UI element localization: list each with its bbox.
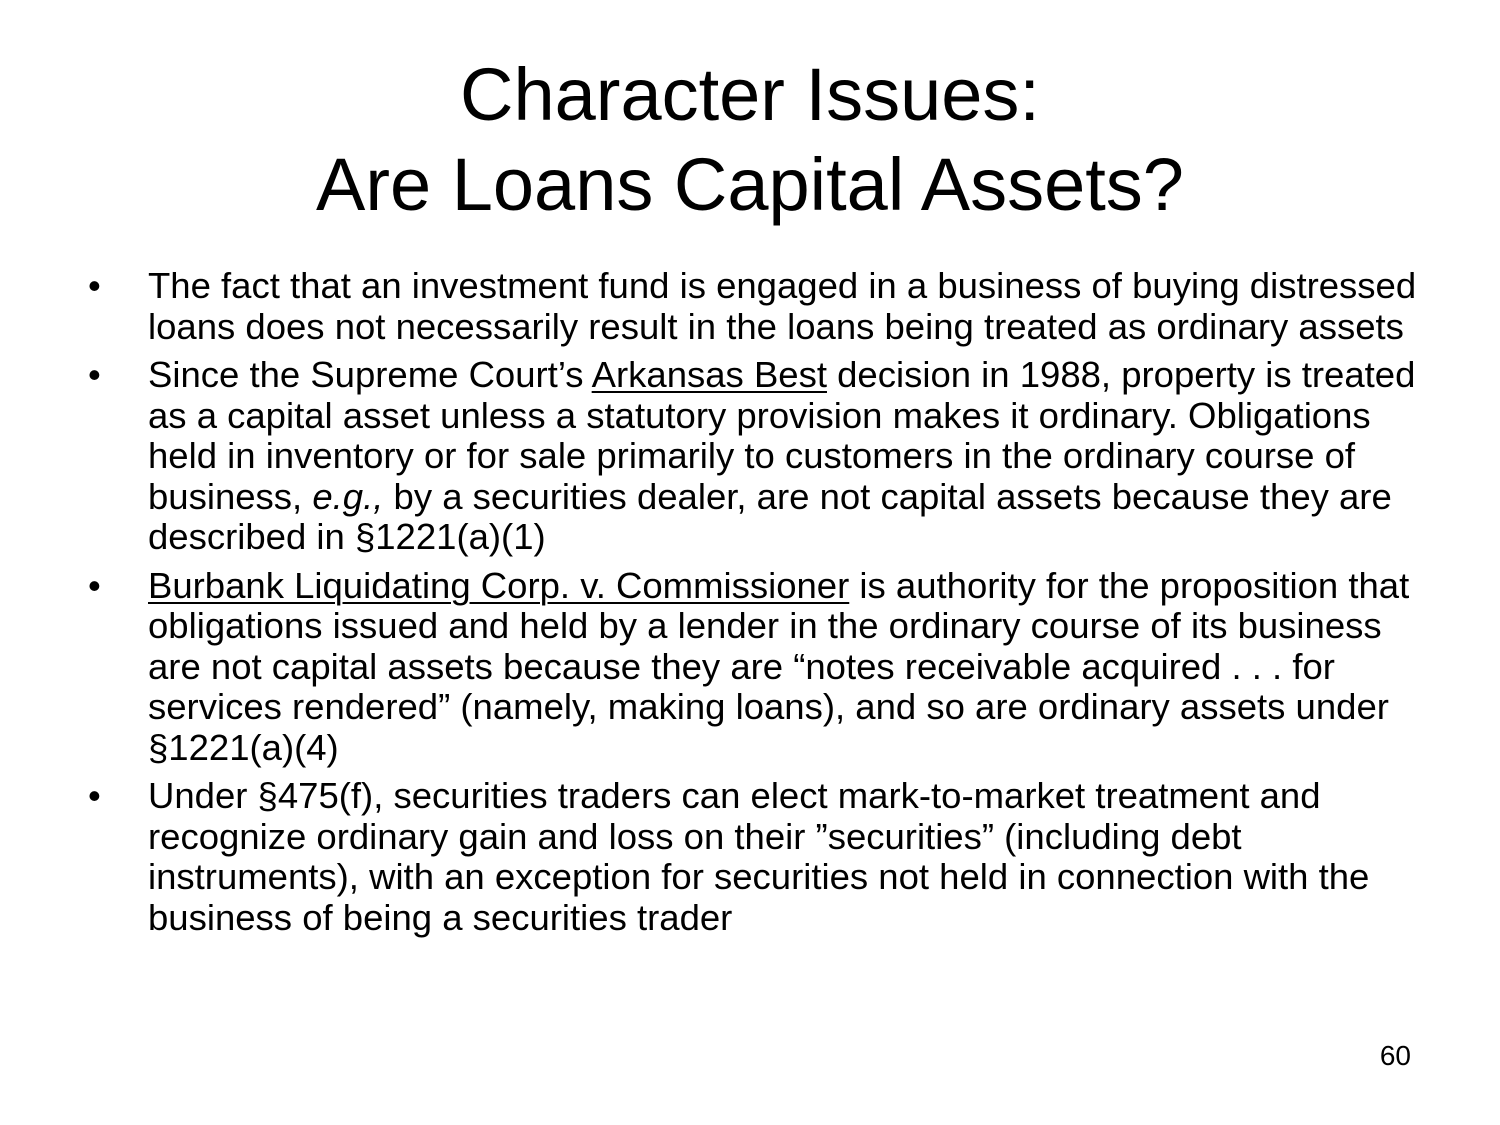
- bullet-item-section-475f: [88, 776, 1418, 938]
- bullet-item-arkansas-best: [88, 355, 1418, 558]
- bullet-text-post: by a securities dealer, are not capital assets because they are described in §1221(a)(1): [148, 475, 1392, 557]
- bullet-text-post: is authority for the proposition that obligations issued and held by a lender in the ordinary course of its business are not capital assets because they are “notes receivable acquired . . . for services rendered” (namely, making loans), and so are ordinary assets under §1221(a)(4): [148, 564, 1410, 768]
- case-name-arkansas-best: Arkansas Best: [591, 354, 827, 395]
- bullet-text-mid: decision in 1988, property is treated as a capital asset unless a statutory provision makes it ordinary. Obligations held in inventory or for sale primarily to customers in the ordinary course of business,: [148, 354, 1416, 517]
- bullet-item-fund-business: [88, 266, 1418, 347]
- bullet-text-pre: Since the Supreme Court’s: [148, 354, 592, 395]
- slide-title: [0, 50, 1500, 230]
- bullet-marker: •: [88, 265, 101, 306]
- bullet-text: [148, 565, 1409, 768]
- slide-title-line-1: Character Issues:: [460, 53, 1040, 136]
- bullet-marker: •: [88, 564, 101, 606]
- bullet-text-italic: e.g.,: [312, 475, 384, 517]
- page-number: 60: [1379, 1040, 1411, 1071]
- slide-title-line-2: Are Loans Capital Assets?: [316, 143, 1184, 226]
- bullet-text: Under §475(f), securities traders can elect mark-to-market treatment and recognize ordinary gain and loss on their ”securities” (including debt instruments), with an exception for securities not held in connection with the business of being a securities trader: [148, 775, 1370, 938]
- bullet-item-burbank: [88, 566, 1418, 769]
- bullet-marker: •: [88, 775, 101, 816]
- case-name-burbank: Burbank Liquidating Corp. v. Commissioner: [148, 564, 850, 606]
- bullet-marker: •: [88, 354, 101, 395]
- bullet-text: [148, 354, 1415, 557]
- bullet-list: [88, 266, 1418, 946]
- bullet-text: The fact that an investment fund is engaged in a business of buying distressed loans does not necessarily result in the loans being treated as ordinary assets: [148, 265, 1417, 347]
